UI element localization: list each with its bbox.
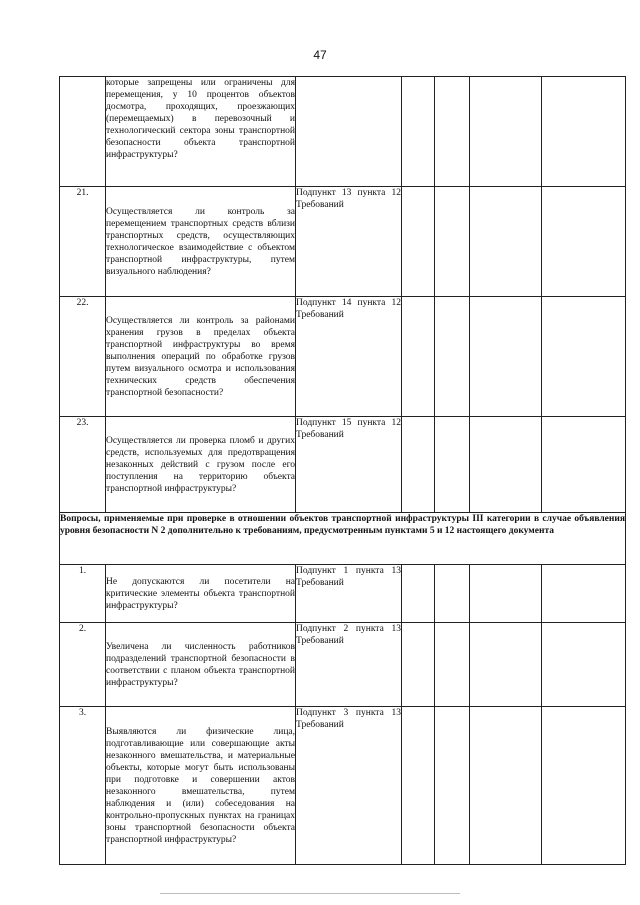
row-number: 22. (60, 297, 106, 417)
section-heading: Вопросы, применяемые при проверке в отношении объектов транспортной инфраструктуры III категории в случае объявления уровня безопасности N 2 дополнительно к требованиям, предусмотренным пунктами 5 и 12 настоящего документа (60, 513, 626, 565)
answer-cell (435, 297, 470, 417)
answer-cell (435, 187, 470, 297)
answer-cell (542, 623, 626, 707)
question-cell: Осуществляется ли контроль за перемещением транспортных средств вблизи транспортных средств, осуществляющих технологическое взаимодействие с объектом транспортной инфраструктуры, путем визуального наблюдения? (106, 187, 296, 297)
answer-cell (402, 623, 435, 707)
answer-cell (435, 707, 470, 865)
row-number (60, 77, 106, 187)
table-row (60, 77, 626, 187)
table-row (60, 417, 626, 513)
requirement-ref-cell: Подпункт 13 пункта 12 Требований (296, 187, 402, 297)
requirement-ref-cell: Подпункт 3 пункта 13 Требований (296, 707, 402, 865)
page-number: 47 (313, 48, 327, 62)
question-cell: Осуществляется ли контроль за районами хранения грузов в пределах объекта транспортной инфраструктуры во время выполнения операций по обработке грузов путем визуального осмотра и использования технических средств обеспечения транспортной безопасности? (106, 297, 296, 417)
answer-cell (435, 623, 470, 707)
answer-cell (470, 77, 542, 187)
row-number: 2. (60, 623, 106, 707)
question-cell: Не допускаются ли посетители на критические элементы объекта транспортной инфраструктуры? (106, 565, 296, 623)
row-number: 3. (60, 707, 106, 865)
row-number: 21. (60, 187, 106, 297)
requirement-ref-cell (296, 77, 402, 187)
answer-cell (470, 623, 542, 707)
checklist-table (59, 76, 626, 865)
answer-cell (470, 565, 542, 623)
table-row (60, 565, 626, 623)
question-cell: Увеличена ли численность работников подразделений транспортной безопасности в соответствии с планом объекта транспортной инфраструктуры? (106, 623, 296, 707)
answer-cell (402, 565, 435, 623)
row-number: 1. (60, 565, 106, 623)
table-row (60, 187, 626, 297)
requirement-ref-cell: Подпункт 2 пункта 13 Требований (296, 623, 402, 707)
row-number: 23. (60, 417, 106, 513)
answer-cell (402, 707, 435, 865)
table-row (60, 707, 626, 865)
requirement-ref-cell: Подпункт 14 пункта 12 Требований (296, 297, 402, 417)
answer-cell (470, 707, 542, 865)
answer-cell (435, 417, 470, 513)
answer-cell (542, 187, 626, 297)
answer-cell (470, 187, 542, 297)
table-row (60, 623, 626, 707)
answer-cell (542, 565, 626, 623)
answer-cell (542, 297, 626, 417)
requirement-ref-cell: Подпункт 1 пункта 13 Требований (296, 565, 402, 623)
question-cell: Осуществляется ли проверка пломб и других средств, используемых для предотвращения незаконных действий с грузом после его поступления на территорию объекта транспортной инфраструктуры? (106, 417, 296, 513)
answer-cell (402, 417, 435, 513)
answer-cell (402, 77, 435, 187)
answer-cell (402, 187, 435, 297)
answer-cell (435, 565, 470, 623)
requirement-ref-cell: Подпункт 15 пункта 12 Требований (296, 417, 402, 513)
answer-cell (470, 417, 542, 513)
answer-cell (402, 297, 435, 417)
question-cell: Выявляются ли физические лица, подготавливающие или совершающие акты незаконного вмешательства, и материальные объекты, которые могут быть использованы при подготовке и совершении актов незаконного вмешательства, путем наблюдения и (или) собеседования на контрольно-пропускных пунктах на границах зоны транспортной безопасности объекта транспортной инфраструктуры? (106, 707, 296, 865)
section-heading-row (60, 513, 626, 565)
answer-cell (435, 77, 470, 187)
table-row (60, 297, 626, 417)
answer-cell (542, 77, 626, 187)
scan-edge-line (160, 893, 460, 894)
question-cell: которые запрещены или ограничены для перемещения, у 10 процентов объектов досмотра, проходящих, проезжающих (перемещаемых) в перевозочный и технологический сектора зоны транспортной безопасности объекта транспортной инфраструктуры? (106, 77, 296, 187)
answer-cell (470, 297, 542, 417)
answer-cell (542, 417, 626, 513)
answer-cell (542, 707, 626, 865)
